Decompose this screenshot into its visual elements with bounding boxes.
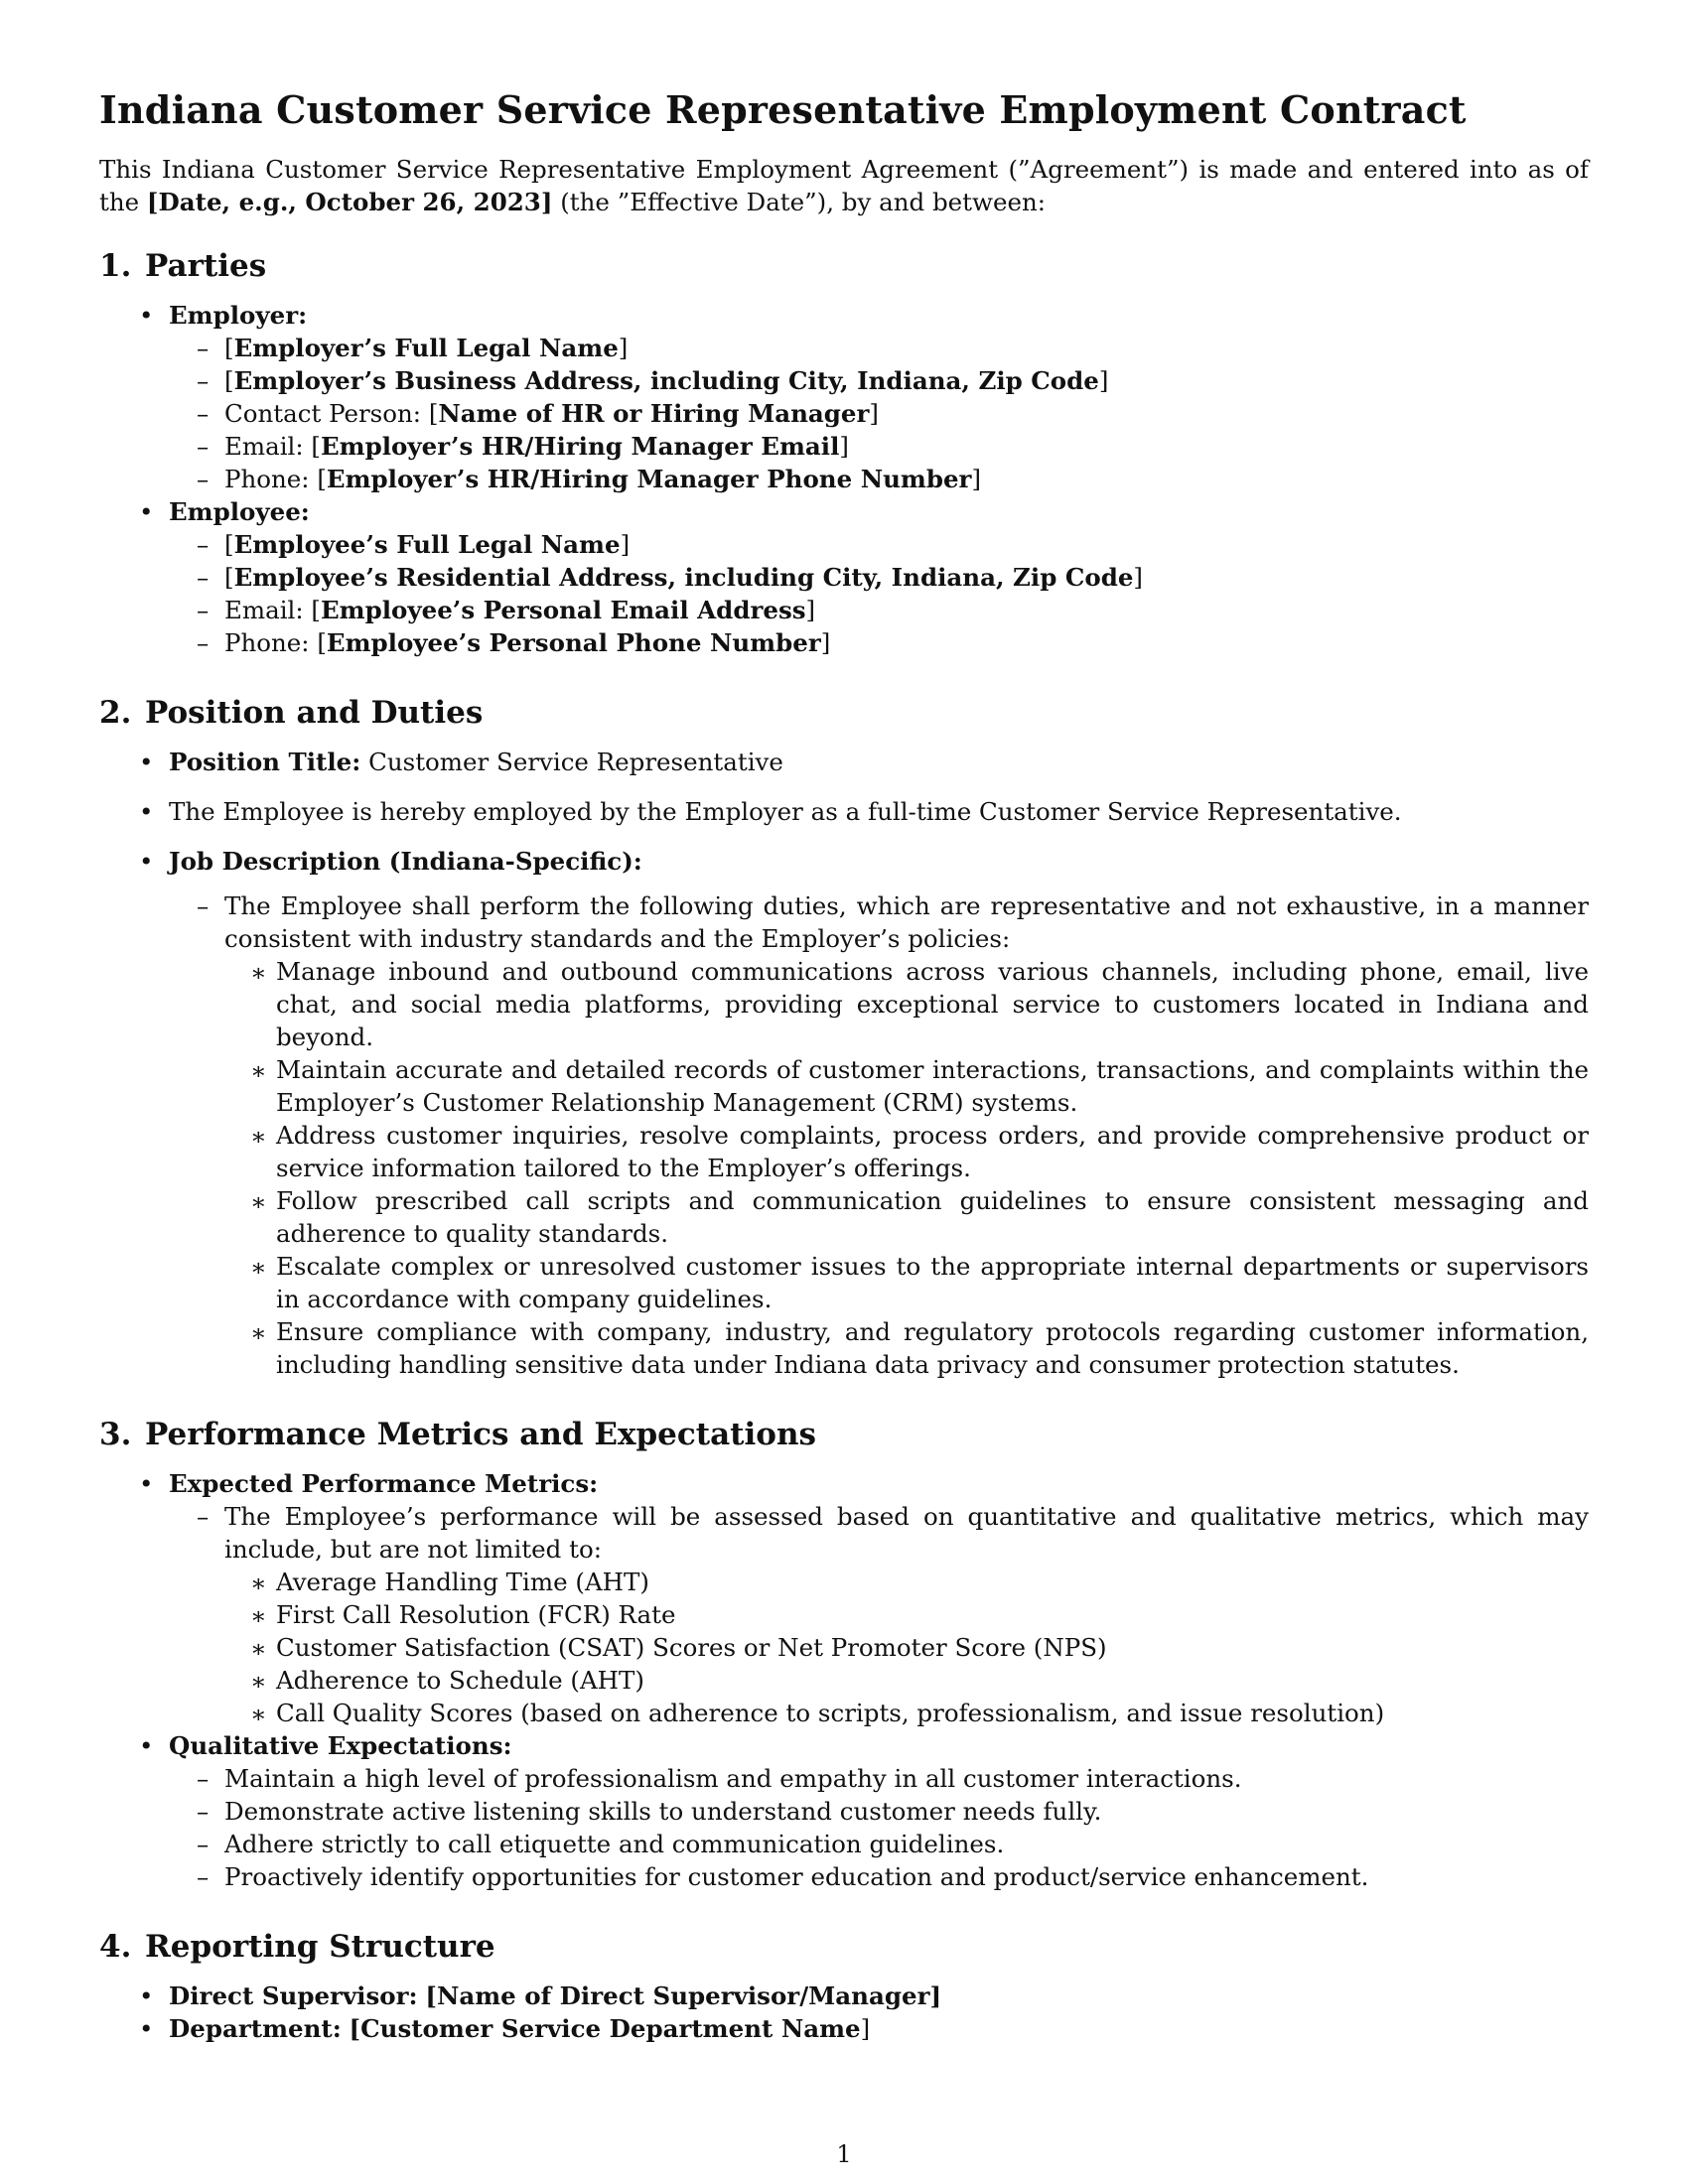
- item-text: Demonstrate active listening skills to understand customer needs fully.: [224, 1797, 1102, 1827]
- list-item: [169, 889, 1589, 1381]
- item-text: Address customer inquiries, resolve complaints, process orders, and provide comprehensive product or service information tailored to the Employer’s offerings.: [276, 1120, 1589, 1182]
- item-prefix: [: [224, 333, 234, 362]
- section-heading: [99, 1417, 1589, 1453]
- list-item: [224, 1664, 1589, 1697]
- dash-icon: –: [197, 398, 210, 428]
- document-title: Indiana Customer Service Representative Employment Contract: [99, 87, 1467, 132]
- duties-list: [224, 955, 1589, 1381]
- section-heading: [99, 1929, 1589, 1966]
- section-number: 3.: [99, 1416, 132, 1452]
- position-list: [99, 746, 1589, 1381]
- dash-icon: –: [197, 1830, 210, 1859]
- placeholder-text: Name of HR or Hiring Manager: [438, 398, 870, 428]
- list-item: [224, 955, 1589, 1053]
- list-item: [224, 1053, 1589, 1119]
- bullet-icon: •: [139, 496, 154, 526]
- asterisk-icon: ∗: [250, 1667, 267, 1697]
- page-number: 1: [836, 2140, 852, 2168]
- bullet-icon: •: [139, 1981, 154, 2011]
- item-text: Maintain a high level of professionalism and empathy in all customer interactions.: [224, 1764, 1242, 1794]
- list-item: [169, 594, 1589, 626]
- item-prefix: Email: [: [224, 431, 321, 461]
- department-bracket: ]: [860, 2014, 871, 2044]
- asterisk-icon: ∗: [250, 1700, 267, 1729]
- dash-icon: –: [197, 890, 210, 920]
- department-label: Department:: [169, 2014, 342, 2044]
- employee-details: [169, 528, 1589, 659]
- asterisk-icon: ∗: [250, 1252, 267, 1282]
- list-item-employment-statement: [99, 795, 1589, 828]
- list-item: [169, 1860, 1589, 1893]
- bullet-icon: •: [139, 1731, 154, 1761]
- item-prefix: Email: [: [224, 595, 321, 624]
- placeholder-text: Employee’s Personal Email Address: [321, 595, 806, 624]
- section-parties: [99, 248, 1589, 659]
- intro-text: This Indiana Customer Service Representative Employment Agreement (”Agreement”) is made and entered into as of the: [99, 154, 1589, 216]
- list-item-department: [99, 2012, 1589, 2045]
- item-prefix: [: [224, 365, 234, 395]
- item-text: Proactively identify opportunities for customer education and product/service enhancement.: [224, 1862, 1369, 1892]
- list-item-employee: [99, 495, 1589, 659]
- dash-icon: –: [197, 1797, 210, 1827]
- list-item-employer: [99, 299, 1589, 495]
- section-heading: [99, 695, 1589, 732]
- list-item: [224, 1119, 1589, 1184]
- bullet-icon: •: [139, 796, 154, 826]
- document-page: [99, 87, 1589, 2081]
- dash-icon: –: [197, 365, 210, 395]
- dash-icon: –: [197, 1502, 210, 1532]
- intro-text-end: (the ”Effective Date”), by and between:: [552, 187, 1047, 216]
- list-item-position-title: [99, 746, 1589, 778]
- list-item-metrics: [99, 1467, 1589, 1729]
- job-description-label: Job Description (Indiana-Specific):: [169, 846, 642, 876]
- placeholder-text: Employer’s Business Address, including City, Indiana, Zip Code: [233, 365, 1099, 395]
- section-number: 4.: [99, 1929, 132, 1966]
- asterisk-icon: ∗: [250, 1634, 267, 1664]
- section-heading: [99, 248, 1589, 285]
- asterisk-icon: ∗: [250, 1121, 267, 1151]
- list-item-qualitative: [99, 1729, 1589, 1893]
- list-item: [224, 1250, 1589, 1315]
- dash-icon: –: [197, 464, 210, 493]
- section-performance: [99, 1417, 1589, 1893]
- performance-list: [99, 1467, 1589, 1893]
- reporting-list: [99, 1979, 1589, 2045]
- item-prefix: Contact Person: [: [224, 398, 439, 428]
- item-text: Ensure compliance with company, industry, and regulatory protocols regarding customer information, including handling sensitive data under Indiana data privacy and consumer protection statutes.: [276, 1316, 1589, 1379]
- parties-list: [99, 299, 1589, 659]
- bullet-icon: •: [139, 846, 154, 876]
- item-prefix: Phone: [: [224, 627, 327, 657]
- dash-icon: –: [197, 333, 210, 362]
- section-reporting: [99, 1929, 1589, 2045]
- section-title: Parties: [145, 247, 267, 284]
- intro-paragraph: [99, 153, 1589, 218]
- employment-statement: The Employee is hereby employed by the Employer as a full-time Customer Service Representative.: [169, 796, 1402, 826]
- dash-icon: –: [197, 431, 210, 461]
- dash-icon: –: [197, 562, 210, 592]
- item-text: Escalate complex or unresolved customer issues to the appropriate internal departments or supervisors in accordance with company guidelines.: [276, 1251, 1589, 1313]
- item-text: Call Quality Scores (based on adherence to scripts, professionalism, and issue resolution): [276, 1699, 1385, 1728]
- item-prefix: [: [224, 562, 234, 592]
- list-item: [224, 1315, 1589, 1381]
- item-suffix: ]: [620, 529, 631, 559]
- bullet-icon: •: [139, 300, 154, 330]
- position-title-value: Customer Service Representative: [368, 747, 783, 776]
- list-item: [224, 1566, 1589, 1598]
- placeholder-text: Employer’s HR/Hiring Manager Phone Number: [326, 464, 972, 493]
- item-text: Adherence to Schedule (AHT): [276, 1666, 644, 1696]
- list-item: [169, 1828, 1589, 1860]
- item-suffix: ]: [1098, 365, 1109, 395]
- supervisor-value: [Name of Direct Supervisor/Manager]: [425, 1981, 942, 2011]
- asterisk-icon: ∗: [250, 1601, 267, 1631]
- metrics-label: Expected Performance Metrics:: [169, 1469, 599, 1499]
- dash-icon: –: [197, 595, 210, 624]
- item-prefix: Phone: [: [224, 464, 327, 493]
- placeholder-text: Employer’s HR/Hiring Manager Email: [321, 431, 840, 461]
- list-item: [169, 430, 1589, 463]
- dash-icon: –: [197, 1764, 210, 1794]
- placeholder-text: Employee’s Residential Address, including City, Indiana, Zip Code: [233, 562, 1134, 592]
- list-item-job-description: [99, 845, 1589, 1381]
- list-item: [169, 626, 1589, 659]
- list-item: [224, 1697, 1589, 1729]
- dash-icon: –: [197, 1862, 210, 1892]
- asterisk-icon: ∗: [250, 1569, 267, 1598]
- item-text: Follow prescribed call scripts and communication guidelines to ensure consistent messaging and adherence to quality standards.: [276, 1185, 1589, 1248]
- section-title: Performance Metrics and Expectations: [145, 1416, 816, 1452]
- dash-icon: –: [197, 627, 210, 657]
- bullet-icon: •: [139, 2014, 154, 2044]
- employee-label: Employee:: [169, 496, 310, 526]
- list-item: [224, 1598, 1589, 1631]
- job-description-list: [169, 889, 1589, 1381]
- bullet-icon: •: [139, 747, 154, 776]
- employer-label: Employer:: [169, 300, 308, 330]
- item-text: Manage inbound and outbound communications across various channels, including phone, email, live chat, and social media platforms, providing exceptional service to customers located in Indiana and beyond.: [276, 956, 1589, 1051]
- asterisk-icon: ∗: [250, 1055, 267, 1085]
- list-item: [169, 332, 1589, 364]
- list-item: [169, 1500, 1589, 1729]
- metrics-list: [224, 1566, 1589, 1729]
- list-item: [169, 528, 1589, 561]
- list-item: [169, 561, 1589, 594]
- item-text: Adhere strictly to call etiquette and communication guidelines.: [224, 1830, 1005, 1859]
- metrics-intro-list: [169, 1500, 1589, 1729]
- section-title: Reporting Structure: [145, 1929, 495, 1966]
- position-title-label: Position Title:: [169, 747, 361, 776]
- list-item: [169, 364, 1589, 397]
- list-item: [224, 1184, 1589, 1250]
- section-position-duties: [99, 695, 1589, 1381]
- list-item: [224, 1631, 1589, 1664]
- list-item: [169, 397, 1589, 430]
- item-prefix: [: [224, 529, 234, 559]
- dash-icon: –: [197, 529, 210, 559]
- item-suffix: ]: [805, 595, 816, 624]
- bullet-icon: •: [139, 1469, 154, 1499]
- item-suffix: ]: [839, 431, 849, 461]
- item-suffix: ]: [618, 333, 629, 362]
- section-number: 1.: [99, 247, 132, 284]
- placeholder-text: Employee’s Full Legal Name: [233, 529, 621, 559]
- metrics-intro: The Employee’s performance will be assessed based on quantitative and qualitative metrics, which may include, but are not limited to:: [224, 1502, 1589, 1565]
- item-text: Customer Satisfaction (CSAT) Scores or Net Promoter Score (NPS): [276, 1633, 1107, 1663]
- list-item: [169, 1795, 1589, 1828]
- item-text: First Call Resolution (FCR) Rate: [276, 1600, 676, 1630]
- item-suffix: ]: [869, 398, 879, 428]
- list-item: [169, 463, 1589, 495]
- section-number: 2.: [99, 694, 132, 731]
- item-suffix: ]: [971, 464, 982, 493]
- section-title: Position and Duties: [145, 694, 484, 731]
- effective-date-placeholder: [Date, e.g., October 26, 2023]: [146, 187, 553, 216]
- department-value: [Customer Service Department Name: [349, 2014, 861, 2044]
- asterisk-icon: ∗: [250, 1317, 267, 1347]
- asterisk-icon: ∗: [250, 1186, 267, 1216]
- item-text: Average Handling Time (AHT): [276, 1568, 649, 1597]
- qualitative-list: [169, 1762, 1589, 1893]
- supervisor-label: Direct Supervisor:: [169, 1981, 418, 2011]
- duties-intro: The Employee shall perform the following duties, which are representative and not exhaustive, in a manner consistent with industry standards and the Employer’s policies:: [224, 890, 1589, 953]
- item-suffix: ]: [820, 627, 831, 657]
- qualitative-label: Qualitative Expectations:: [169, 1731, 512, 1761]
- employer-details: [169, 332, 1589, 495]
- list-item: [169, 1762, 1589, 1795]
- item-text: Maintain accurate and detailed records of customer interactions, transactions, and complaints within the Employer’s Customer Relationship Management (CRM) systems.: [276, 1054, 1589, 1117]
- placeholder-text: Employee’s Personal Phone Number: [326, 627, 821, 657]
- asterisk-icon: ∗: [250, 957, 267, 987]
- item-suffix: ]: [1133, 562, 1143, 592]
- list-item-supervisor: [99, 1979, 1589, 2012]
- placeholder-text: Employer’s Full Legal Name: [233, 333, 619, 362]
